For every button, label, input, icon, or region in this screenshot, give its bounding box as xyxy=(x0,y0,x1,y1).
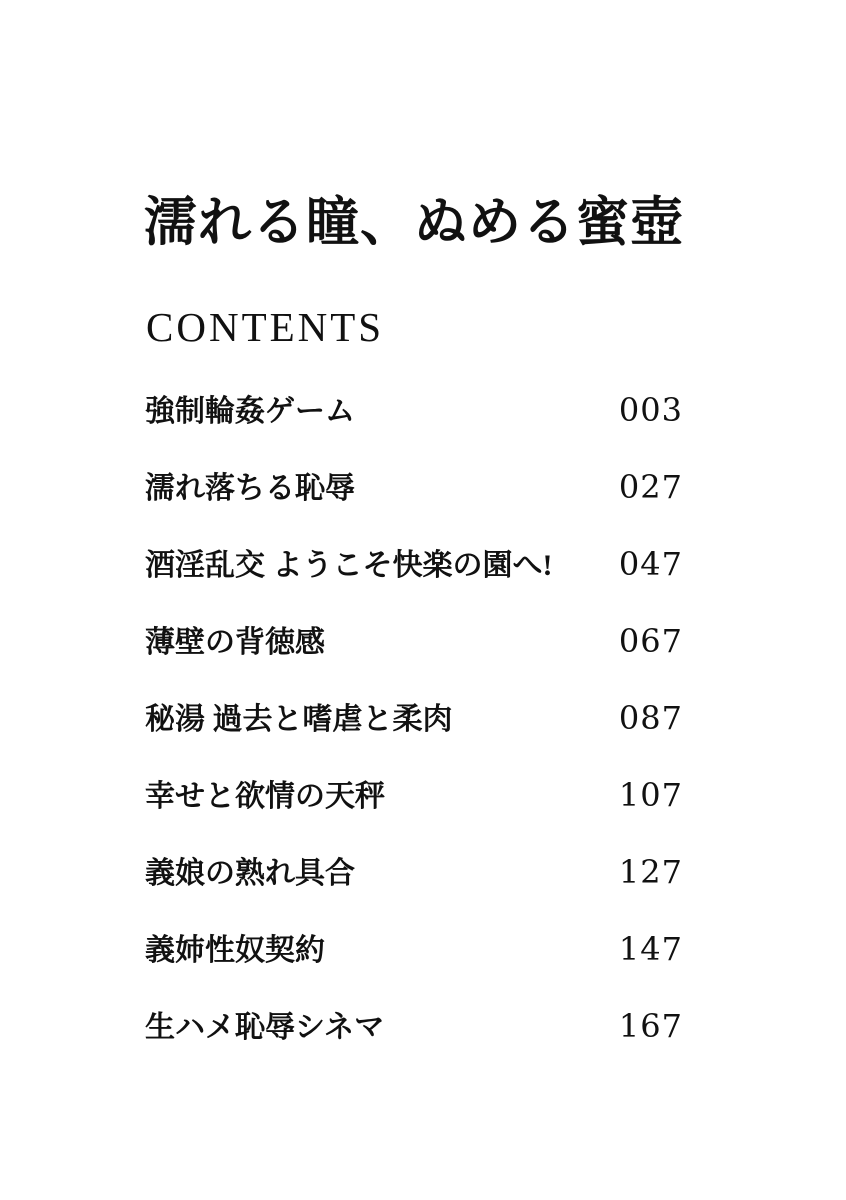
toc-entry-page-number: 127 xyxy=(618,853,683,891)
toc-entry-title: 強制輪姦ゲーム xyxy=(145,395,355,428)
toc-entry xyxy=(145,545,683,583)
toc-entry-title: 義姉性奴契約 xyxy=(145,934,325,967)
toc-entry-page-number: 003 xyxy=(618,391,683,429)
toc-entry xyxy=(145,1007,683,1045)
toc-entry-page-number: 047 xyxy=(618,545,683,583)
contents-heading: CONTENTS xyxy=(146,304,385,350)
toc-entry xyxy=(145,622,683,660)
toc-entry-title: 生ハメ恥辱シネマ xyxy=(145,1011,385,1044)
toc-entry-title: 酒淫乱交 ようこそ快楽の園へ! xyxy=(145,549,553,582)
toc-entry-page-number: 027 xyxy=(618,468,683,506)
toc-entry xyxy=(145,699,683,737)
toc-entry xyxy=(145,853,683,891)
toc-entry-page-number: 107 xyxy=(618,776,683,814)
toc-entry-page-number: 067 xyxy=(618,622,683,660)
toc-list xyxy=(145,391,683,1045)
toc-entry-title: 濡れ落ちる恥辱 xyxy=(145,472,355,505)
toc-entry-title: 幸せと欲情の天秤 xyxy=(145,780,385,813)
toc-entry-title: 秘湯 過去と嗜虐と柔肉 xyxy=(145,703,453,736)
toc-entry xyxy=(145,930,683,968)
book-title: 濡れる瞳、ぬめる蜜壺 xyxy=(144,194,684,252)
toc-entry xyxy=(145,776,683,814)
toc-entry xyxy=(145,391,683,429)
toc-entry-title: 義娘の熟れ具合 xyxy=(145,857,355,890)
toc-entry-page-number: 147 xyxy=(618,930,683,968)
toc-entry xyxy=(145,468,683,506)
toc-entry-page-number: 167 xyxy=(618,1007,683,1045)
toc-entry-title: 薄壁の背徳感 xyxy=(145,626,325,659)
toc-entry-page-number: 087 xyxy=(618,699,683,737)
